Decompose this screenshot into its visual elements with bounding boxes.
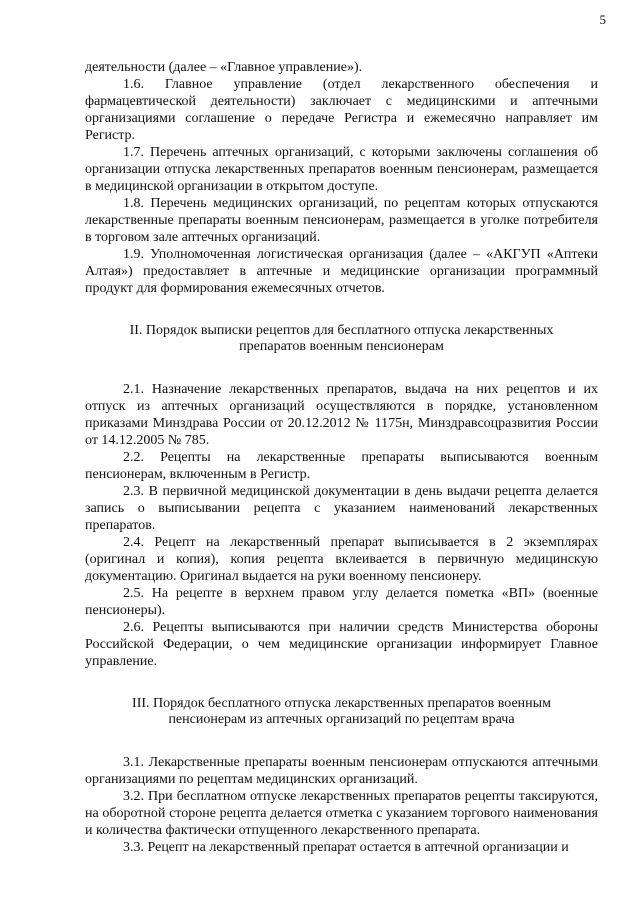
paragraph-continuation: деятельности (далее – «Главное управление»). — [85, 60, 363, 75]
paragraph-2-1: 2.1. Назначение лекарственных препаратов, выдача на них рецептов и их отпуск из аптечных организаций осуществляются в порядке, установленном приказами Минздрава России от 20.12.2012 № 1175н, Минздравсоцразвития России от 14.12.2005 № 785. — [85, 382, 598, 448]
paragraph-2-3: 2.3. В первичной медицинской документации в день выдачи рецепта делается запись о выписывании рецепта с указанием наименований лекарственных препаратов. — [85, 484, 598, 533]
paragraph-2-2: 2.2. Рецепты на лекарственные препараты выписываются военным пенсионерам, включенным в Регистр. — [85, 450, 598, 482]
page-number: 5 — [599, 12, 606, 27]
section-2-heading: II. Порядок выписки рецептов для бесплатного отпуска лекарственных препаратов военным пенсионерам — [129, 323, 554, 354]
paragraph-1-9: 1.9. Уполномоченная логистическая организация (далее – «АКГУП «Аптеки Алтая») предоставляет в аптечные и медицинские организации программный продукт для формирования ежемесячных отчетов. — [85, 247, 598, 296]
paragraph-3-1: 3.1. Лекарственные препараты военным пенсионерам отпускаются аптечными организациями по рецептам медицинских организаций. — [85, 755, 598, 787]
paragraph-1-8: 1.8. Перечень медицинских организаций, по рецептам которых отпускаются лекарственные препараты военным пенсионерам, размещается в уголке потребителя в торговом зале аптечных организаций. — [85, 196, 598, 245]
paragraph-1-7: 1.7. Перечень аптечных организаций, с которыми заключены соглашения об организации отпуска лекарственных препаратов военным пенсионерам, размещается в медицинской организации в открытом доступе. — [85, 145, 598, 194]
paragraph-2-6: 2.6. Рецепты выписываются при наличии средств Министерства обороны Российской Федерации, о чем медицинские организации информирует Главное управление. — [85, 620, 598, 669]
paragraph-1-6: 1.6. Главное управление (отдел лекарственного обеспечения и фармацевтической деятельности) заключает с медицинскими и аптечными организациями соглашение о передаче Регистра и ежемесячно направляет им Регистр. — [85, 77, 598, 143]
section-3-heading: III. Порядок бесплатного отпуска лекарственных препаратов военным пенсионерам из аптечных организаций по рецептам врача — [132, 696, 551, 727]
paragraph-3-2: 3.2. При бесплатном отпуске лекарственных препаратов рецепты таксируются, на оборотной стороне рецепта делается отметка с указанием торгового наименования и количества фактически отпущенного лекарственного препарата. — [85, 789, 598, 838]
document-body — [85, 59, 598, 856]
paragraph-3-3: 3.3. Рецепт на лекарственный препарат остается в аптечной организации и — [123, 840, 569, 855]
paragraph-2-5: 2.5. На рецепте в верхнем правом углу делается пометка «ВП» (военные пенсионеры). — [85, 586, 598, 618]
paragraph-2-4: 2.4. Рецепт на лекарственный препарат выписывается в 2 экземплярах (оригинал и копия), копия рецепта вклеивается в первичную медицинскую документацию. Оригинал выдается на руки военному пенсионеру. — [85, 535, 598, 584]
